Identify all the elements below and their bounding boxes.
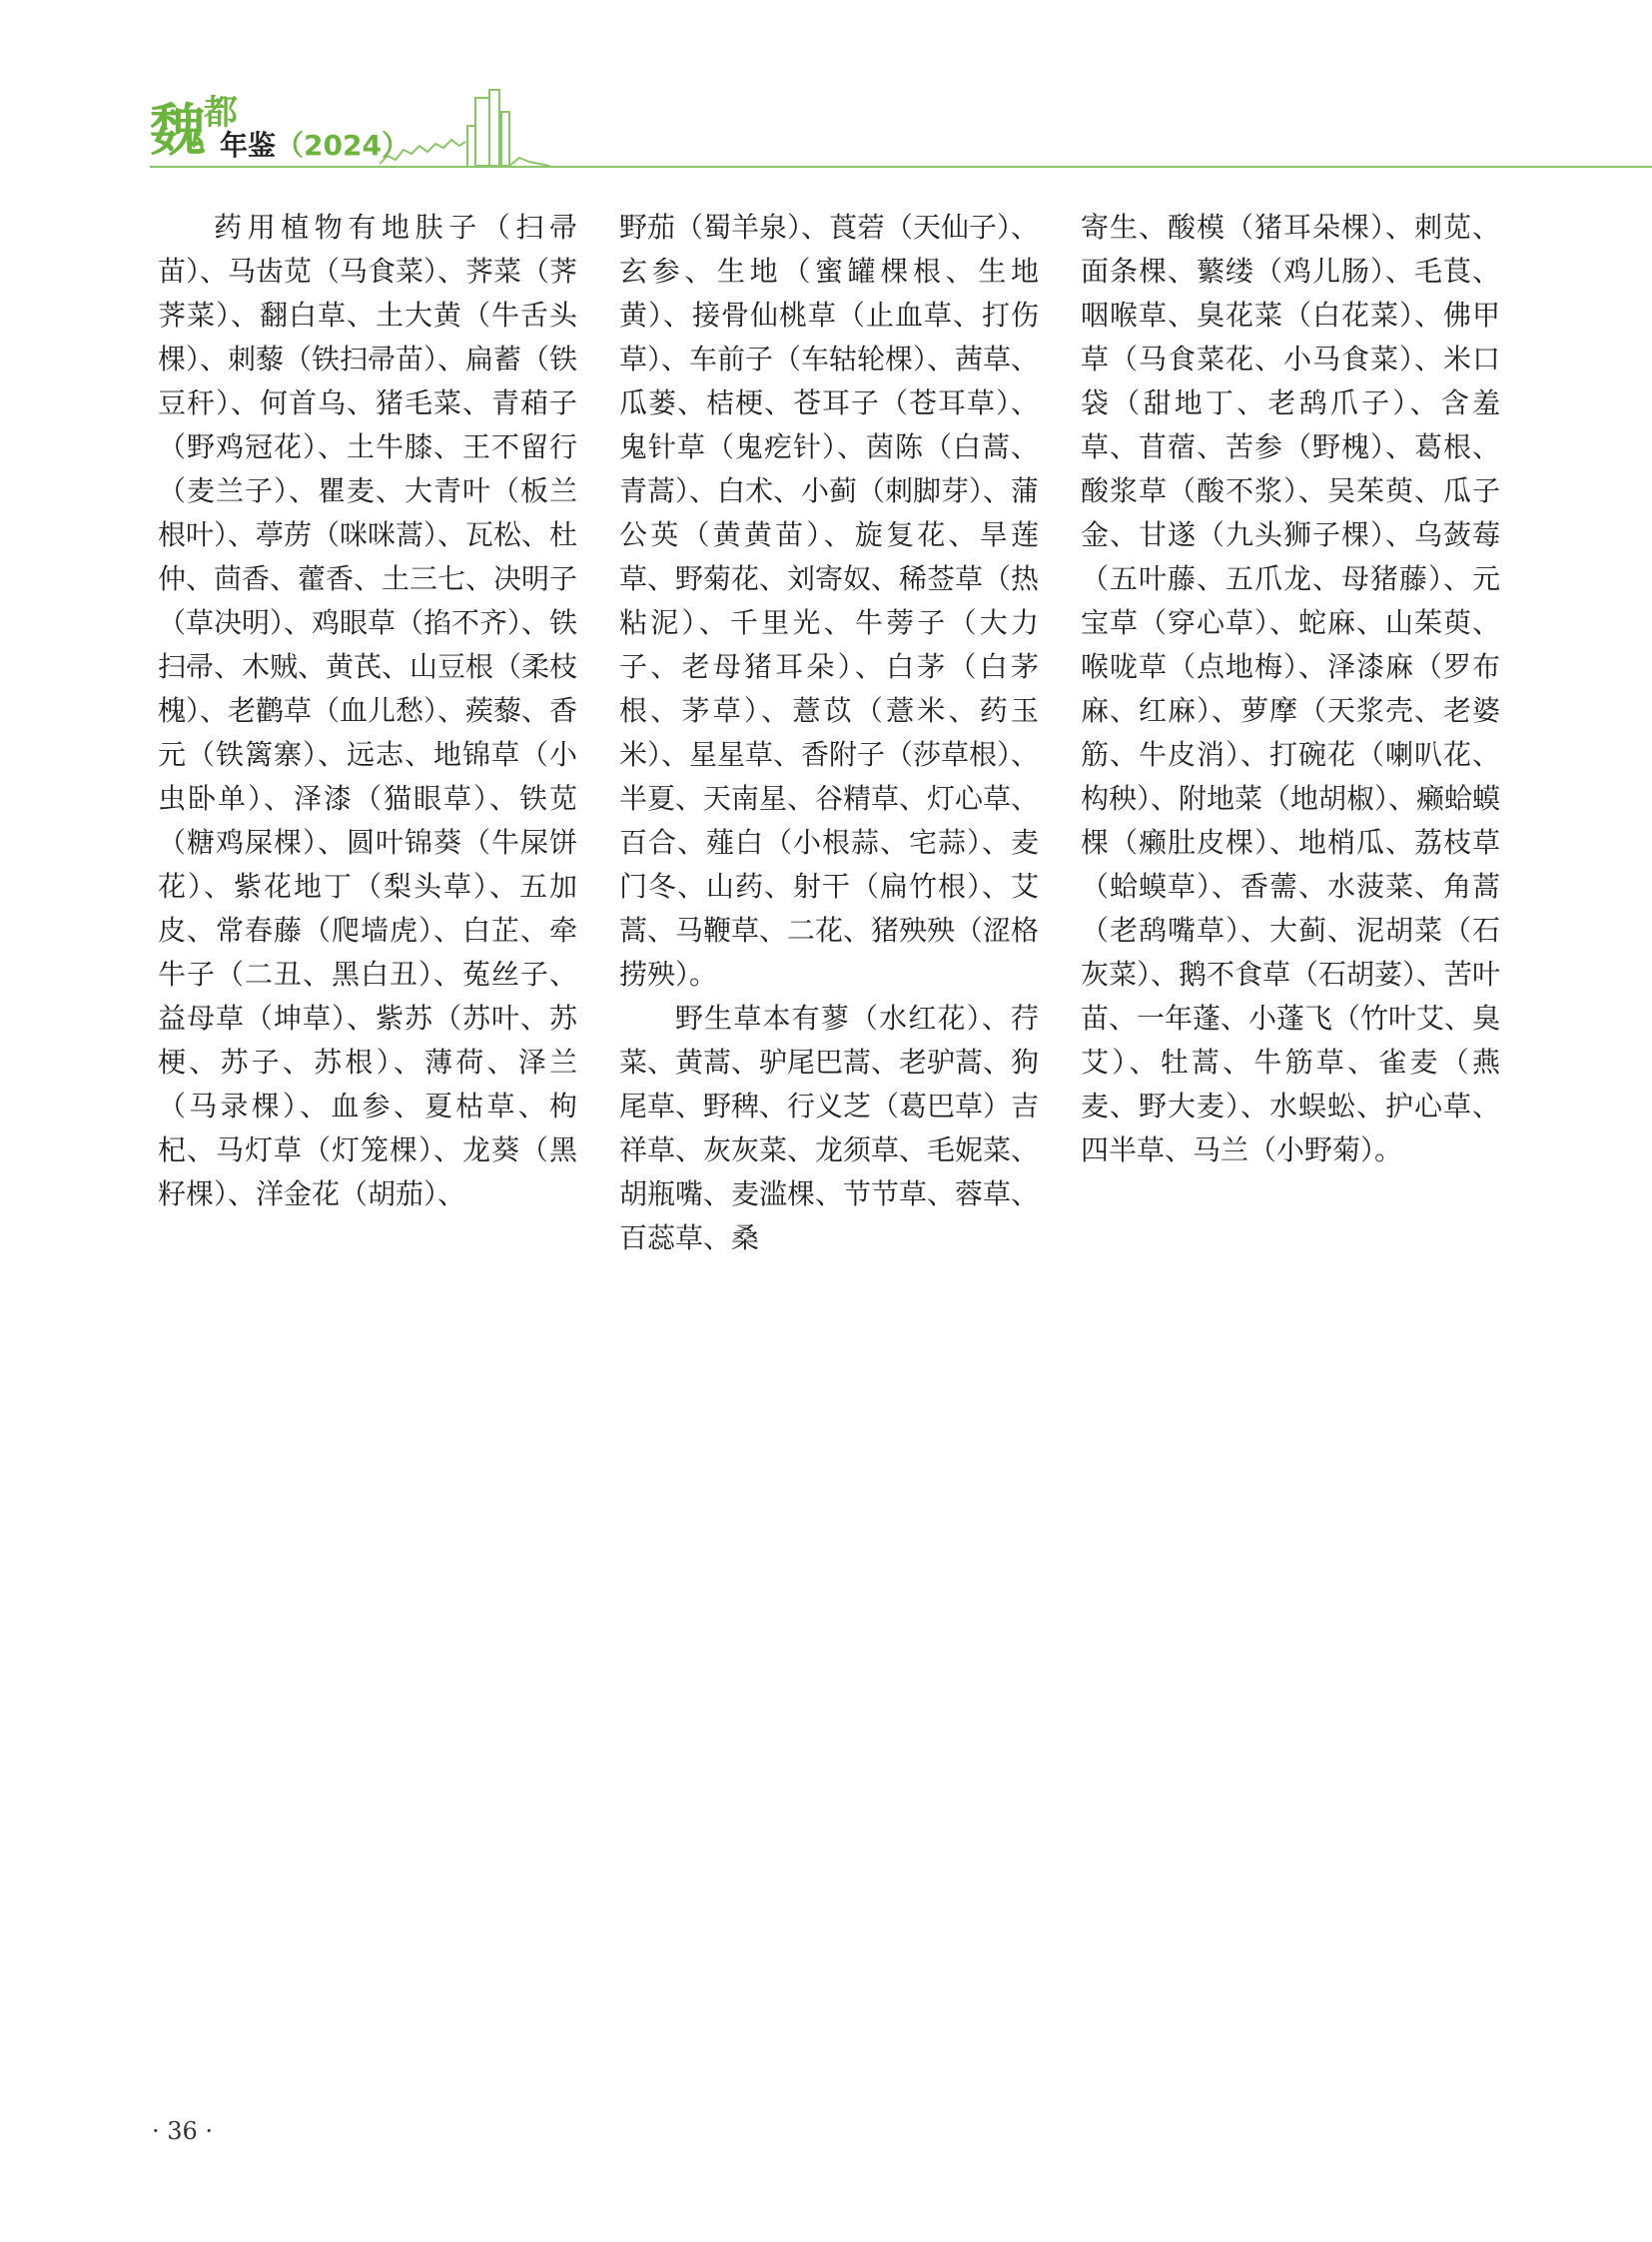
logo-du-character: 都 <box>204 93 238 133</box>
yearbook-label: 年鉴 <box>220 129 277 162</box>
header-rule <box>150 166 1652 168</box>
paragraph-wild-herbs: 野生草本有蓼（水红花）、荇菜、黄蒿、驴尾巴蒿、老驴蒿、狗尾草、野稗、行义芝（葛巴草）吉祥草、灰灰菜、龙须草、毛妮菜、胡瓶嘴、麦滥棵、节节草、蓉草、百蕊草、桑 <box>619 1002 1040 1254</box>
logo-wei-character: 魏 <box>150 99 206 164</box>
paragraph-medicinal-plants: 药用植物有地肤子（扫帚苗）、马齿苋（马食菜）、荠菜（荠荠菜）、翻白草、土大黄（牛舌头棵）、刺藜（铁扫帚苗）、扁蓄（铁豆秆）、何首乌、猪毛菜、青葙子（野鸡冠花）、土牛膝、王不留行（麦兰子）、瞿麦、大青叶（板兰根叶）、葶苈（咪咪蒿）、瓦松、杜仲、茴香、藿香、土三七、决明子（草决明）、鸡眼草（掐不齐）、铁扫帚、木贼、黄芪、山豆根（柔枝槐）、老鹳草（血儿愁）、蒺藜、香元（铁篱寨）、远志、地锦草（小虫卧单）、泽漆（猫眼草）、铁苋（糖鸡屎棵）、圆叶锦葵（牛屎饼花）、紫花地丁（梨头草）、五加皮、常春藤（爬墙虎）、白芷、牵牛子（二丑、黑白丑）、菟丝子、益母草（坤草）、紫苏（苏叶、苏梗、苏子、苏根）、薄荷、泽兰（马录棵）、血参、夏枯草、枸杞、马灯草（灯笼棵）、龙葵（黑籽棵）、洋金花（胡茄）、 <box>158 211 578 1210</box>
page-number: · 36 · <box>152 2117 214 2145</box>
text-column-1 <box>158 206 577 1216</box>
paragraph-medicinal-plants-continued: 野茄（蜀羊泉）、莨菪（天仙子）、玄参、生地（蜜罐棵根、生地黄）、接骨仙桃草（止血草、打伤草）、车前子（车轱轮棵）、茜草、瓜蒌、桔梗、苍耳子（苍耳草）、鬼针草（鬼疙针）、茵陈（白蒿、青蒿）、白术、小蓟（刺脚芽）、蒲公英（黄黄苗）、旋复花、旱莲草、野菊花、刘寄奴、稀莶草（热粘泥）、千里光、牛蒡子（大力子、老母猪耳朵）、白茅（白茅根、茅草）、薏苡（薏米、药玉米）、星星草、香附子（莎草根）、半夏、天南星、谷精草、灯心草、百合、薤白（小根蒜、宅蒜）、麦门冬、山药、射干（扁竹根）、艾蒿、马鞭草、二花、猪殃殃（涩格捞殃）。 <box>619 211 1040 991</box>
yearbook-year: （2024） <box>276 129 410 162</box>
page-header <box>0 0 1652 180</box>
paragraph-wild-herbs-continued: 寄生、酸模（猪耳朵棵）、刺苋、面条棵、蘩缕（鸡儿肠）、毛茛、咽喉草、臭花菜（白花菜）、佛甲草（马食菜花、小马食菜）、米口袋（甜地丁、老鸹爪子）、含羞草、苜蓿、苦参（野槐）、葛根、酸浆草（酸不浆）、吴茱萸、瓜子金、甘遂（九头狮子棵）、乌蔹莓（五叶藤、五爪龙、母猪藤）、元宝草（穿心草）、蛇麻、山茱萸、喉咙草（点地梅）、泽漆麻（罗布麻、红麻）、萝摩（天浆壳、老婆筋、牛皮消）、打碗花（喇叭花、构秧）、附地菜（地胡椒）、癞蛤蟆棵（癞肚皮棵）、地梢瓜、荔枝草（蛤蟆草）、香薷、水菠菜、角蒿（老鸹嘴草）、大蓟、泥胡菜（石灰菜）、鹅不食草（石胡荽）、苦叶苗、一年蓬、小蓬飞（竹叶艾、臭艾）、牡蒿、牛筋草、雀麦（燕麦、野大麦）、水蜈蚣、护心草、四半草、马兰（小野菊）。 <box>1081 211 1501 1166</box>
text-column-3 <box>1081 206 1500 1172</box>
text-column-2 <box>619 206 1039 1260</box>
skyline-illustration-icon <box>380 86 549 168</box>
